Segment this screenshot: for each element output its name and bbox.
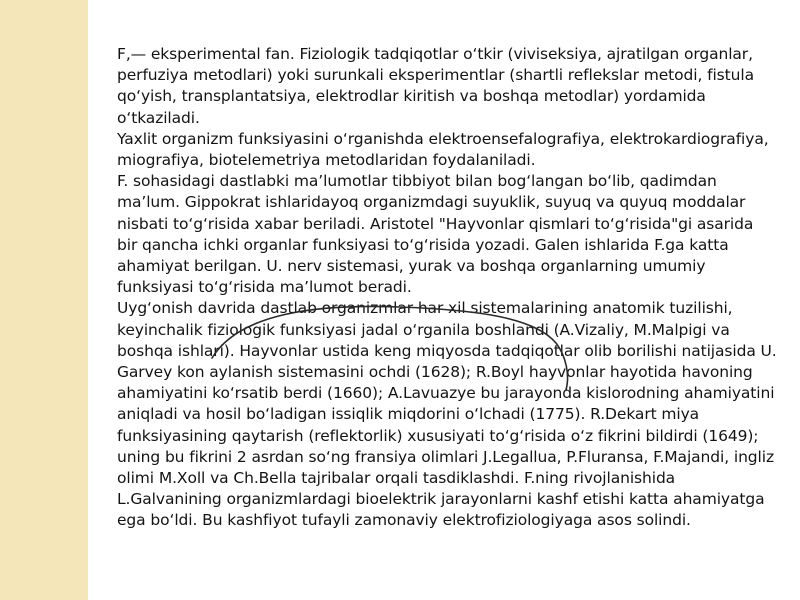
paragraph-early-history: F. sohasidagi dastlabki ma’lumotlar tibbiyot bilan bog‘langan bo‘lib, qadimdan ma’lum. Gippokrat ishlaridayoq organizmdagi suyuklik, suyuq va quyuq moddalar nisbati to‘g‘risida xabar beriladi. Aristotel "Hayvonlar qismlari to‘g‘risida"gi asarida bir qancha ichki organlar funksiyasi to‘g‘risida yozadi. Galen ishlarida F.ga katta ahamiyat berilgan. U. nerv sistemasi, yurak va boshqa organlarning umumiy funksiyasi to‘g‘risida ma’lumot beradi. [117,172,754,297]
decorative-side-strip [0,0,88,600]
document-body [117,44,777,532]
paragraph-renaissance-discoveries: Uyg‘onish davrida dastlab organizmlar har xil sistemalarining anatomik tuzilishi, keyinchalik fiziologik funksiyasi jadal o‘rganila boshlandi (A.Vizaliy, M.Malpigi va boshqa ishlari). Hayvonlar ustida keng miqyosda tadqiqotlar olib borilishi natijasida U. Garvey kon aylanish sistemasini ochdi (1628); R.Boyl hayvonlar hayotida havoning ahamiyatini ko‘rsatib berdi (1660); A.Lavuazye bu jarayonda kislorodning ahamiyatini aniqladi va hosil bo‘ladigan issiqlik miqdorini o‘lchadi (1775). R.Dekart miya funksiyasining qaytarish (reflektorlik) xususiyati to‘g‘risida o‘z fikrini bildirdi (1649); uning bu fikrini 2 asrdan so‘ng fransiya olimlari J.Legallua, P.Fluransa, F.Majandi, ingliz olimi M.Xoll va Ch.Bella tajribalar orqali tasdiklashdi. F.ning rivojlanishida L.Galvanining organizmlardagi bioelektrik jarayonlarni kashf etishi katta ahamiyatga ega bo‘ldi. Bu kashfiyot tufayli zamonaviy elektrofiziologiyaga asos solindi. [117,299,777,530]
paragraph-whole-organism-methods: Yaxlit organizm funksiyasini o‘rganishda elektroensefalografiya, elektrokardiografiya, miografiya, biotelemetriya metodlaridan foydalaniladi. [117,129,769,170]
paragraph-experimental-methods: F,— eksperimental fan. Fiziologik tadqiqotlar o‘tkir (viviseksiya, ajratilgan organlar, perfuziya metodlari) yoki surunkali eksperimentlar (shartli reflekslar metodi, fistula qo‘yish, transplantatsiya, elektrodlar kiritish va boshqa metodlar) yordamida o‘tkaziladi. [117,45,754,127]
